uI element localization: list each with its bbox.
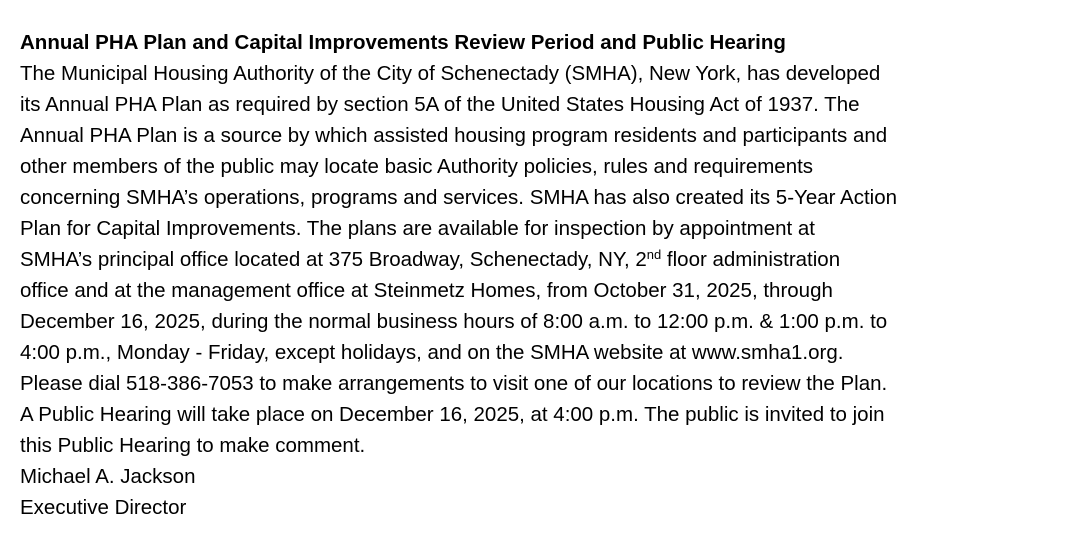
notice-body-line: its Annual PHA Plan as required by section 5A of the United States Housing Act of 1937. The [20,93,860,116]
ordinal-suffix: nd [646,247,662,262]
address-text-continued: floor administration [661,248,841,271]
notice-title: Annual PHA Plan and Capital Improvements Review Period and Public Hearing [20,31,786,54]
notice-body-line: other members of the public may locate basic Authority policies, rules and requirements [20,155,814,178]
notice-body-line: A Public Hearing will take place on December 16, 2025, at 4:00 p.m. The public is invited to join [20,403,885,426]
public-notice [20,27,1065,523]
notice-body-line: 4:00 p.m., Monday - Friday, except holidays, and on the SMHA website at www.smha1.org. [20,341,844,364]
notice-body-line: office and at the management office at Steinmetz Homes, from October 31, 2025, through [20,279,833,302]
notice-body-line: Annual PHA Plan is a source by which assisted housing program residents and participants and [20,124,888,147]
signature-title: Executive Director [20,496,187,519]
address-text: SMHA’s principal office located at 375 Broadway, Schenectady, NY, 2 [20,248,647,271]
notice-body-line: this Public Hearing to make comment. [20,434,366,457]
notice-address-line [20,244,1065,275]
signature-name: Michael A. Jackson [20,465,196,488]
notice-body-line: concerning SMHA’s operations, programs and services. SMHA has also created its 5-Year Action [20,186,897,209]
notice-body-line: December 16, 2025, during the normal business hours of 8:00 a.m. to 12:00 p.m. & 1:00 p.m. to [20,310,888,333]
notice-body-line: Plan for Capital Improvements. The plans are available for inspection by appointment at [20,217,816,240]
notice-body-line: Please dial 518-386-7053 to make arrangements to visit one of our locations to review the Plan. [20,372,888,395]
notice-body-line: The Municipal Housing Authority of the City of Schenectady (SMHA), New York, has developed [20,62,881,85]
